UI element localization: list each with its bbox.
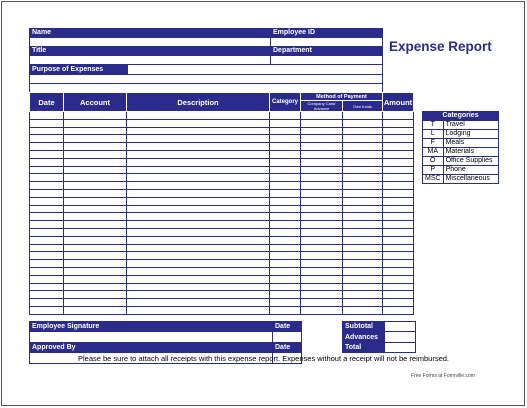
expense-cell[interactable] — [343, 213, 383, 221]
expense-cell[interactable] — [301, 127, 343, 135]
expense-cell[interactable] — [30, 182, 64, 190]
expense-cell[interactable] — [30, 189, 64, 197]
expense-cell[interactable] — [301, 158, 343, 166]
expense-cell[interactable] — [270, 150, 301, 158]
expense-cell[interactable] — [270, 228, 301, 236]
expense-cell[interactable] — [30, 283, 64, 291]
category-label: Lodging — [443, 130, 498, 139]
expense-cell[interactable] — [301, 275, 343, 283]
signature-date-field[interactable] — [273, 332, 302, 342]
expense-row — [30, 189, 414, 197]
expense-cell[interactable] — [64, 283, 127, 291]
expense-row — [30, 252, 414, 260]
col-date: Date — [30, 93, 64, 112]
expense-cell[interactable] — [383, 260, 414, 268]
expense-cell[interactable] — [343, 244, 383, 252]
expense-cell[interactable] — [270, 291, 301, 299]
expense-cell[interactable] — [383, 174, 414, 182]
expense-cell[interactable] — [64, 127, 127, 135]
expense-cell[interactable] — [383, 221, 414, 229]
expense-cell[interactable] — [64, 244, 127, 252]
expense-cell[interactable] — [270, 260, 301, 268]
expense-cell[interactable] — [343, 252, 383, 260]
expense-cell[interactable] — [30, 135, 64, 143]
col-method: Method of Payment — [301, 93, 383, 101]
expense-cell[interactable] — [383, 135, 414, 143]
expense-cell[interactable] — [270, 244, 301, 252]
expense-cell[interactable] — [127, 299, 270, 307]
expense-row — [30, 283, 414, 291]
expense-cell[interactable] — [127, 135, 270, 143]
expense-cell[interactable] — [64, 158, 127, 166]
expense-cell[interactable] — [383, 213, 414, 221]
department-field[interactable] — [271, 56, 383, 65]
expense-cell[interactable] — [383, 252, 414, 260]
subtotal-field[interactable] — [385, 322, 416, 332]
expense-row — [30, 236, 414, 244]
expense-cell[interactable] — [270, 252, 301, 260]
expense-cell[interactable] — [270, 135, 301, 143]
expense-row — [30, 119, 414, 127]
expense-cell[interactable] — [301, 221, 343, 229]
expense-cell[interactable] — [270, 236, 301, 244]
expense-cell[interactable] — [343, 112, 383, 120]
expense-cell[interactable] — [64, 306, 127, 314]
expense-cell[interactable] — [127, 213, 270, 221]
expense-cell[interactable] — [127, 228, 270, 236]
expense-cell[interactable] — [383, 205, 414, 213]
expense-cell[interactable] — [383, 150, 414, 158]
expense-cell[interactable] — [127, 182, 270, 190]
expense-cell[interactable] — [270, 213, 301, 221]
expense-cell[interactable] — [64, 150, 127, 158]
expense-row — [30, 166, 414, 174]
expense-cell[interactable] — [64, 252, 127, 260]
expense-row — [30, 143, 414, 151]
expense-cell[interactable] — [270, 221, 301, 229]
expense-cell[interactable] — [301, 150, 343, 158]
expense-cell[interactable] — [127, 291, 270, 299]
category-code: MSC — [423, 175, 444, 184]
expense-cell[interactable] — [30, 119, 64, 127]
expense-row — [30, 221, 414, 229]
expense-cell[interactable] — [301, 205, 343, 213]
total-label: Total — [343, 342, 385, 352]
purpose-field[interactable] — [128, 65, 382, 74]
expense-cell[interactable] — [64, 228, 127, 236]
expense-cell[interactable] — [301, 112, 343, 120]
expense-cell[interactable] — [343, 166, 383, 174]
expense-cell[interactable] — [64, 221, 127, 229]
expense-cell[interactable] — [343, 291, 383, 299]
category-label: Phone — [443, 166, 498, 175]
expense-cell[interactable] — [343, 299, 383, 307]
expense-cell[interactable] — [270, 283, 301, 291]
expense-cell[interactable] — [127, 267, 270, 275]
expense-cell[interactable] — [343, 135, 383, 143]
expense-cell[interactable] — [270, 174, 301, 182]
expense-row — [30, 244, 414, 252]
expense-row — [30, 213, 414, 221]
expense-cell[interactable] — [301, 236, 343, 244]
expense-cell[interactable] — [383, 197, 414, 205]
expense-cell[interactable] — [127, 119, 270, 127]
categories-table — [422, 111, 499, 184]
expense-cell[interactable] — [270, 197, 301, 205]
expense-cell[interactable] — [127, 205, 270, 213]
expense-cell[interactable] — [30, 275, 64, 283]
expense-cell[interactable] — [383, 127, 414, 135]
expense-cell[interactable] — [383, 143, 414, 151]
signature-date-label: Date — [273, 322, 302, 332]
expense-cell[interactable] — [343, 267, 383, 275]
expense-cell[interactable] — [127, 189, 270, 197]
expense-row — [30, 228, 414, 236]
expense-cell[interactable] — [383, 158, 414, 166]
expense-row — [30, 275, 414, 283]
expense-row — [30, 127, 414, 135]
advances-field[interactable] — [385, 332, 416, 342]
expense-cell[interactable] — [343, 127, 383, 135]
expense-cell[interactable] — [30, 197, 64, 205]
col-company-card: Company Card/ Advance — [301, 101, 343, 112]
expense-cell[interactable] — [64, 267, 127, 275]
expense-cell[interactable] — [270, 158, 301, 166]
expense-row — [30, 267, 414, 275]
expense-row — [30, 174, 414, 182]
expense-cell[interactable] — [64, 174, 127, 182]
expense-cell[interactable] — [127, 158, 270, 166]
col-category: Category — [270, 93, 301, 112]
category-code: P — [423, 166, 444, 175]
expense-cell[interactable] — [30, 143, 64, 151]
expense-cell[interactable] — [127, 197, 270, 205]
expense-cell[interactable] — [343, 205, 383, 213]
department-label: Department — [271, 47, 383, 56]
expense-cell[interactable] — [343, 158, 383, 166]
approved-label: Approved By — [30, 342, 273, 352]
expense-cell[interactable] — [270, 267, 301, 275]
expense-cell[interactable] — [64, 299, 127, 307]
expense-cell[interactable] — [383, 236, 414, 244]
signature-label: Employee Signature — [30, 322, 273, 332]
expense-cell[interactable] — [30, 244, 64, 252]
col-account: Account — [64, 93, 127, 112]
expense-cell[interactable] — [64, 260, 127, 268]
expense-cell[interactable] — [383, 189, 414, 197]
employee-id-label: Employee ID — [271, 29, 383, 38]
expense-cell[interactable] — [301, 213, 343, 221]
expense-cell[interactable] — [64, 119, 127, 127]
expense-cell[interactable] — [301, 244, 343, 252]
name-field[interactable] — [30, 38, 271, 47]
expense-cell[interactable] — [30, 112, 64, 120]
expense-cell[interactable] — [301, 252, 343, 260]
expense-cell[interactable] — [64, 189, 127, 197]
expense-cell[interactable] — [383, 275, 414, 283]
expense-cell[interactable] — [301, 283, 343, 291]
expense-cell[interactable] — [270, 127, 301, 135]
expense-cell[interactable] — [64, 112, 127, 120]
expense-cell[interactable] — [64, 291, 127, 299]
expense-cell[interactable] — [127, 275, 270, 283]
expense-cell[interactable] — [301, 135, 343, 143]
expense-cell[interactable] — [343, 283, 383, 291]
expense-cell[interactable] — [30, 299, 64, 307]
expense-cell[interactable] — [270, 189, 301, 197]
expense-cell[interactable] — [301, 306, 343, 314]
expense-cell[interactable] — [30, 205, 64, 213]
expense-cell[interactable] — [270, 119, 301, 127]
expense-cell[interactable] — [301, 189, 343, 197]
expense-cell[interactable] — [270, 112, 301, 120]
expense-cell[interactable] — [343, 197, 383, 205]
expense-cell[interactable] — [30, 213, 64, 221]
expense-cell[interactable] — [127, 244, 270, 252]
header-fields — [29, 28, 383, 93]
expense-cell[interactable] — [30, 260, 64, 268]
expense-cell[interactable] — [383, 166, 414, 174]
expense-cell[interactable] — [64, 213, 127, 221]
expense-cell[interactable] — [64, 166, 127, 174]
name-label: Name — [30, 29, 271, 38]
expense-cell[interactable] — [343, 182, 383, 190]
expense-row — [30, 260, 414, 268]
receipt-note: Please be sure to attach all receipts with this expense report. Expenses without a receipt will not be reimbursed. — [77, 354, 450, 363]
expense-cell[interactable] — [343, 236, 383, 244]
col-description: Description — [127, 93, 270, 112]
categories-title: Categories — [423, 112, 499, 121]
expense-cell[interactable] — [343, 260, 383, 268]
employee-id-field[interactable] — [271, 38, 383, 47]
expense-cell[interactable] — [343, 150, 383, 158]
total-field[interactable] — [385, 342, 416, 352]
advances-label: Advances — [343, 332, 385, 342]
expense-cell[interactable] — [64, 197, 127, 205]
expense-cell[interactable] — [127, 127, 270, 135]
expense-cell[interactable] — [343, 228, 383, 236]
category-code: L — [423, 130, 444, 139]
category-label: Materials — [443, 148, 498, 157]
expense-cell[interactable] — [127, 150, 270, 158]
expense-cell[interactable] — [127, 143, 270, 151]
expense-cell[interactable] — [383, 112, 414, 120]
expense-cell[interactable] — [30, 127, 64, 135]
expense-cell[interactable] — [127, 174, 270, 182]
category-label: Meals — [443, 139, 498, 148]
expense-cell[interactable] — [127, 166, 270, 174]
expense-cell[interactable] — [270, 275, 301, 283]
expense-cell[interactable] — [301, 119, 343, 127]
expense-cell[interactable] — [127, 283, 270, 291]
expense-cell[interactable] — [383, 119, 414, 127]
expense-cell[interactable] — [301, 299, 343, 307]
expense-cell[interactable] — [383, 267, 414, 275]
expense-cell[interactable] — [343, 143, 383, 151]
expense-cell[interactable] — [127, 221, 270, 229]
expense-cell[interactable] — [127, 252, 270, 260]
expense-cell[interactable] — [127, 236, 270, 244]
signature-field[interactable] — [30, 332, 273, 342]
category-label: Miscellaneous — [443, 175, 498, 184]
category-code: O — [423, 157, 444, 166]
expense-cell[interactable] — [30, 150, 64, 158]
report-title: Expense Report — [389, 39, 492, 54]
expense-row — [30, 158, 414, 166]
expense-cell[interactable] — [270, 299, 301, 307]
expense-cell[interactable] — [301, 182, 343, 190]
expense-cell[interactable] — [30, 267, 64, 275]
expense-cell[interactable] — [383, 291, 414, 299]
expense-table — [29, 92, 414, 315]
subtotal-label: Subtotal — [343, 322, 385, 332]
expense-cell[interactable] — [30, 236, 64, 244]
expense-cell[interactable] — [270, 306, 301, 314]
category-label: Travel — [443, 121, 498, 130]
expense-cell[interactable] — [383, 244, 414, 252]
expense-cell[interactable] — [64, 236, 127, 244]
expense-cell[interactable] — [30, 291, 64, 299]
expense-cell[interactable] — [343, 306, 383, 314]
expense-cell[interactable] — [30, 221, 64, 229]
expense-cell[interactable] — [383, 306, 414, 314]
category-code: F — [423, 139, 444, 148]
expense-cell[interactable] — [64, 275, 127, 283]
expense-cell[interactable] — [30, 166, 64, 174]
category-code: MA — [423, 148, 444, 157]
expense-row — [30, 150, 414, 158]
expense-row — [30, 299, 414, 307]
expense-cell[interactable] — [64, 182, 127, 190]
expense-cell[interactable] — [301, 291, 343, 299]
expense-row — [30, 135, 414, 143]
expense-cell[interactable] — [270, 205, 301, 213]
col-own-funds: Own funds — [343, 101, 383, 112]
expense-cell[interactable] — [127, 260, 270, 268]
expense-cell[interactable] — [64, 135, 127, 143]
expense-cell[interactable] — [301, 267, 343, 275]
credit-text: Free Forms at Formville.com — [411, 373, 475, 379]
col-amount: Amount — [383, 93, 414, 112]
purpose-label: Purpose of Expenses — [30, 65, 128, 74]
expense-cell[interactable] — [30, 158, 64, 166]
expense-cell[interactable] — [127, 306, 270, 314]
expense-cell[interactable] — [270, 182, 301, 190]
expense-cell[interactable] — [343, 174, 383, 182]
approved-date-label: Date — [273, 342, 302, 352]
expense-cell[interactable] — [64, 143, 127, 151]
expense-cell[interactable] — [343, 221, 383, 229]
expense-cell[interactable] — [383, 228, 414, 236]
expense-cell[interactable] — [30, 306, 64, 314]
expense-cell[interactable] — [301, 260, 343, 268]
expense-cell[interactable] — [301, 197, 343, 205]
title-field[interactable] — [30, 56, 271, 65]
expense-cell[interactable] — [301, 228, 343, 236]
expense-row — [30, 291, 414, 299]
expense-cell[interactable] — [270, 143, 301, 151]
totals-block — [342, 321, 416, 353]
expense-cell[interactable] — [30, 228, 64, 236]
expense-cell[interactable] — [30, 252, 64, 260]
expense-cell[interactable] — [343, 275, 383, 283]
expense-row — [30, 182, 414, 190]
expense-cell[interactable] — [383, 182, 414, 190]
expense-cell[interactable] — [343, 189, 383, 197]
purpose-line-2[interactable] — [30, 75, 383, 84]
expense-row — [30, 112, 414, 120]
title-label: Title — [30, 47, 271, 56]
expense-cell[interactable] — [301, 174, 343, 182]
expense-row — [30, 197, 414, 205]
expense-cell[interactable] — [301, 166, 343, 174]
expense-cell[interactable] — [383, 299, 414, 307]
expense-cell[interactable] — [343, 119, 383, 127]
expense-cell[interactable] — [64, 205, 127, 213]
expense-cell[interactable] — [301, 143, 343, 151]
category-label: Office Supplies — [443, 157, 498, 166]
expense-row — [30, 306, 414, 314]
expense-cell[interactable] — [30, 174, 64, 182]
category-code: T — [423, 121, 444, 130]
expense-cell[interactable] — [383, 283, 414, 291]
expense-cell[interactable] — [127, 112, 270, 120]
expense-cell[interactable] — [270, 166, 301, 174]
expense-row — [30, 205, 414, 213]
